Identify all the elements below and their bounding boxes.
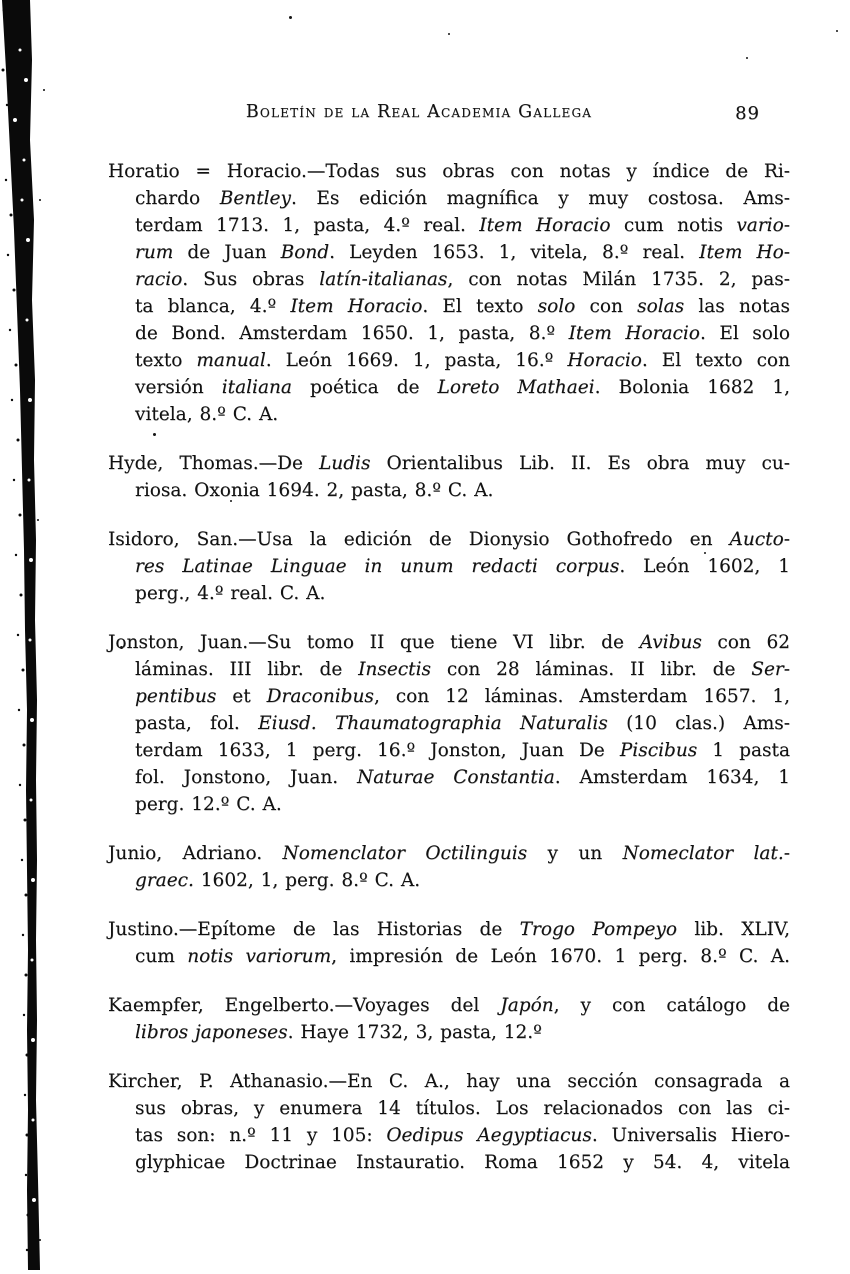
text-segment-italic: Draconibus bbox=[266, 686, 374, 707]
entry-junio bbox=[108, 840, 790, 894]
scan-speck bbox=[746, 57, 748, 59]
text-segment-italic: Ser- bbox=[751, 659, 790, 680]
text-segment-italic: Piscibus bbox=[619, 740, 698, 761]
scan-speck bbox=[289, 16, 292, 19]
text-segment: (10 clas.) Ams- bbox=[607, 713, 790, 734]
text-segment: cum bbox=[135, 946, 188, 967]
text-line bbox=[135, 347, 790, 374]
page-header bbox=[108, 102, 790, 128]
text-segment-italic: Item Horacio bbox=[479, 215, 611, 236]
entry-kircher bbox=[108, 1068, 790, 1176]
text-segment-italic: Ludis bbox=[319, 453, 371, 474]
text-segment: . León 1602, 1 bbox=[619, 556, 790, 577]
text-line bbox=[135, 943, 790, 970]
entry-hyde bbox=[108, 450, 790, 504]
text-line bbox=[135, 764, 790, 791]
text-segment-italic: Oedipus Aegyptiacus bbox=[386, 1125, 592, 1146]
text-line bbox=[135, 1149, 790, 1176]
text-segment-italic: italiana bbox=[221, 377, 292, 398]
text-segment: . El texto con bbox=[641, 350, 790, 371]
text-line bbox=[108, 992, 790, 1019]
text-segment-italic: graec. bbox=[135, 870, 194, 891]
text-segment: texto bbox=[135, 350, 197, 371]
binding-edge-graphic bbox=[0, 0, 60, 1270]
text-line bbox=[135, 374, 790, 401]
text-segment: Horatio = Horacio.—Todas sus obras con notas y índice de Ri- bbox=[108, 161, 790, 182]
text-segment: con bbox=[575, 296, 638, 317]
text-segment: Jonston, Juan.—Su tomo II que tiene VI libr. de bbox=[108, 632, 640, 653]
text-line bbox=[108, 840, 790, 867]
text-segment: láminas. III libr. de bbox=[135, 659, 359, 680]
text-segment-italic: Horacio bbox=[567, 350, 642, 371]
text-segment: Isidoro, San.—Usa la edición de Dionysio Gothofredo en bbox=[108, 529, 730, 550]
text-segment: perg. 12.º C. A. bbox=[135, 794, 282, 815]
text-line bbox=[135, 867, 790, 894]
text-line bbox=[135, 710, 790, 737]
text-segment: de Juan bbox=[173, 242, 281, 263]
text-segment: , y con catálogo de bbox=[553, 995, 791, 1016]
text-segment-italic: Nomenclator Octilinguis bbox=[282, 843, 528, 864]
entry-isidoro bbox=[108, 526, 790, 607]
text-segment-italic: Bentley bbox=[219, 188, 291, 209]
text-line bbox=[135, 239, 790, 266]
text-segment-italic: vario- bbox=[736, 215, 790, 236]
text-line bbox=[135, 580, 790, 607]
text-segment-italic: Aucto- bbox=[729, 529, 790, 550]
text-segment-italic: manual bbox=[196, 350, 266, 371]
entry-jonston bbox=[108, 629, 790, 818]
text-segment-italic: rum bbox=[135, 242, 174, 263]
text-segment: , con 12 láminas. Amsterdam 1657. 1, bbox=[373, 686, 790, 707]
text-segment: tas son: n.º 11 y 105: bbox=[135, 1125, 387, 1146]
page-header-title: Boletín de la Real Academia Gallega bbox=[245, 102, 593, 122]
text-segment: y un bbox=[527, 843, 623, 864]
text-segment-italic: res Latinae Linguae in unum redacti corpus bbox=[135, 556, 620, 577]
text-segment-italic: notis variorum bbox=[187, 946, 332, 967]
text-line bbox=[135, 185, 790, 212]
text-segment: sus obras, y enumera 14 títulos. Los relacionados con las ci- bbox=[135, 1098, 790, 1119]
text-segment-italic: Nomeclator lat.- bbox=[622, 843, 790, 864]
text-segment: . Bolonia 1682 1, bbox=[594, 377, 790, 398]
text-line bbox=[135, 477, 790, 504]
page-number: 89 bbox=[735, 103, 760, 124]
text-segment: terdam 1633, 1 perg. 16.º Jonston, Juan De bbox=[135, 740, 620, 761]
text-segment-italic: libros japoneses bbox=[135, 1022, 288, 1043]
text-segment: perg., 4.º real. C. A. bbox=[135, 583, 326, 604]
text-segment: . El solo bbox=[699, 323, 790, 344]
text-segment: versión bbox=[135, 377, 222, 398]
text-line bbox=[108, 629, 790, 656]
text-segment-italic: Item Horacio bbox=[290, 296, 423, 317]
text-line bbox=[108, 916, 790, 943]
text-segment-italic: Bond bbox=[280, 242, 330, 263]
text-line bbox=[108, 450, 790, 477]
entry-horatio bbox=[108, 158, 790, 428]
text-line bbox=[135, 1095, 790, 1122]
text-segment-italic: latín-italianas bbox=[319, 269, 448, 290]
text-segment-italic: Insectis bbox=[358, 659, 431, 680]
text-line bbox=[108, 1068, 790, 1095]
text-segment: Orientalibus Lib. II. Es obra muy cu- bbox=[370, 453, 790, 474]
text-segment: et bbox=[216, 686, 267, 707]
page-binding-shadow bbox=[0, 0, 60, 1270]
text-segment: las notas bbox=[684, 296, 790, 317]
text-line bbox=[135, 737, 790, 764]
text-line bbox=[135, 212, 790, 239]
text-segment: lib. XLIV, bbox=[677, 919, 790, 940]
scan-speck bbox=[448, 33, 450, 35]
text-segment: pasta, fol. bbox=[135, 713, 259, 734]
text-line bbox=[135, 553, 790, 580]
text-segment: . El texto bbox=[422, 296, 538, 317]
text-segment: . Universalis Hiero- bbox=[591, 1125, 790, 1146]
text-line bbox=[135, 266, 790, 293]
entries bbox=[108, 158, 790, 1198]
text-segment-italic: Item Horacio bbox=[568, 323, 700, 344]
text-segment: , con notas Milán 1735. 2, pas- bbox=[447, 269, 790, 290]
text-segment: terdam 1713. 1, pasta, 4.º real. bbox=[135, 215, 480, 236]
text-segment-italic: pentibus bbox=[135, 686, 217, 707]
text-segment: Justino.—Epítome de las Historias de bbox=[108, 919, 520, 940]
text-segment: Kaempfer, Engelberto.—Voyages del bbox=[108, 995, 501, 1016]
text-line bbox=[135, 293, 790, 320]
text-segment: . Amsterdam 1634, 1 bbox=[554, 767, 790, 788]
text-segment: ta blanca, 4.º bbox=[135, 296, 291, 317]
text-segment-italic: Naturae Constantia bbox=[357, 767, 555, 788]
text-segment-italic: Japón bbox=[500, 995, 554, 1016]
text-segment: vitela, 8.º C. A. bbox=[135, 404, 279, 425]
text-segment: , impresión de León 1670. 1 perg. 8.º C. A. bbox=[331, 946, 790, 967]
text-segment: riosa. Oxonia 1694. 2, pasta, 8.º C. A. bbox=[135, 480, 494, 501]
text-segment: . Leyden 1653. 1, vitela, 8.º real. bbox=[329, 242, 700, 263]
text-line bbox=[135, 656, 790, 683]
text-segment: chardo bbox=[135, 188, 220, 209]
text-segment: 1602, 1, perg. 8.º C. A. bbox=[193, 870, 421, 891]
text-line bbox=[135, 683, 790, 710]
text-line bbox=[135, 1019, 790, 1046]
text-segment: cum notis bbox=[610, 215, 737, 236]
text-line bbox=[135, 401, 790, 428]
text-line bbox=[135, 320, 790, 347]
text-segment-italic: Item Ho- bbox=[699, 242, 790, 263]
text-segment: Hyde, Thomas.—De bbox=[108, 453, 320, 474]
text-line bbox=[135, 1122, 790, 1149]
text-segment-italic: Avibus bbox=[639, 632, 702, 653]
text-line bbox=[108, 526, 790, 553]
text-segment-italic: racio bbox=[135, 269, 183, 290]
text-segment: poética de bbox=[291, 377, 438, 398]
text-segment: glyphicae Doctrinae Instauratio. Roma 1652 y 54. 4, vitela bbox=[135, 1152, 790, 1173]
scan-speck bbox=[836, 30, 838, 32]
text-segment-italic: Trogo Pompeyo bbox=[519, 919, 678, 940]
entry-kaempfer bbox=[108, 992, 790, 1046]
text-segment: Junio, Adriano. bbox=[108, 843, 283, 864]
text-segment: . Es edición magnífica y muy costosa. Ams- bbox=[290, 188, 790, 209]
text-segment: fol. Jonstono, Juan. bbox=[135, 767, 358, 788]
text-segment: con 62 bbox=[701, 632, 790, 653]
text-line bbox=[135, 791, 790, 818]
text-segment-italic: Loreto Mathaei bbox=[437, 377, 595, 398]
text-segment: con 28 láminas. II libr. de bbox=[431, 659, 752, 680]
text-segment: de Bond. Amsterdam 1650. 1, pasta, 8.º bbox=[135, 323, 569, 344]
text-segment: . León 1669. 1, pasta, 16.º bbox=[265, 350, 568, 371]
text-segment-italic: solo bbox=[537, 296, 576, 317]
text-line bbox=[108, 158, 790, 185]
text-segment: 1 pasta bbox=[697, 740, 790, 761]
text-segment: Kircher, P. Athanasio.—En C. A., hay una sección consagrada a bbox=[108, 1071, 790, 1092]
entry-justino bbox=[108, 916, 790, 970]
text-segment-italic: Eiusd. Thaumatographia Naturalis bbox=[258, 713, 608, 734]
text-segment: . Haye 1732, 3, pasta, 12.º bbox=[287, 1022, 542, 1043]
text-segment-italic: solas bbox=[637, 296, 685, 317]
text-segment: . Sus obras bbox=[182, 269, 320, 290]
